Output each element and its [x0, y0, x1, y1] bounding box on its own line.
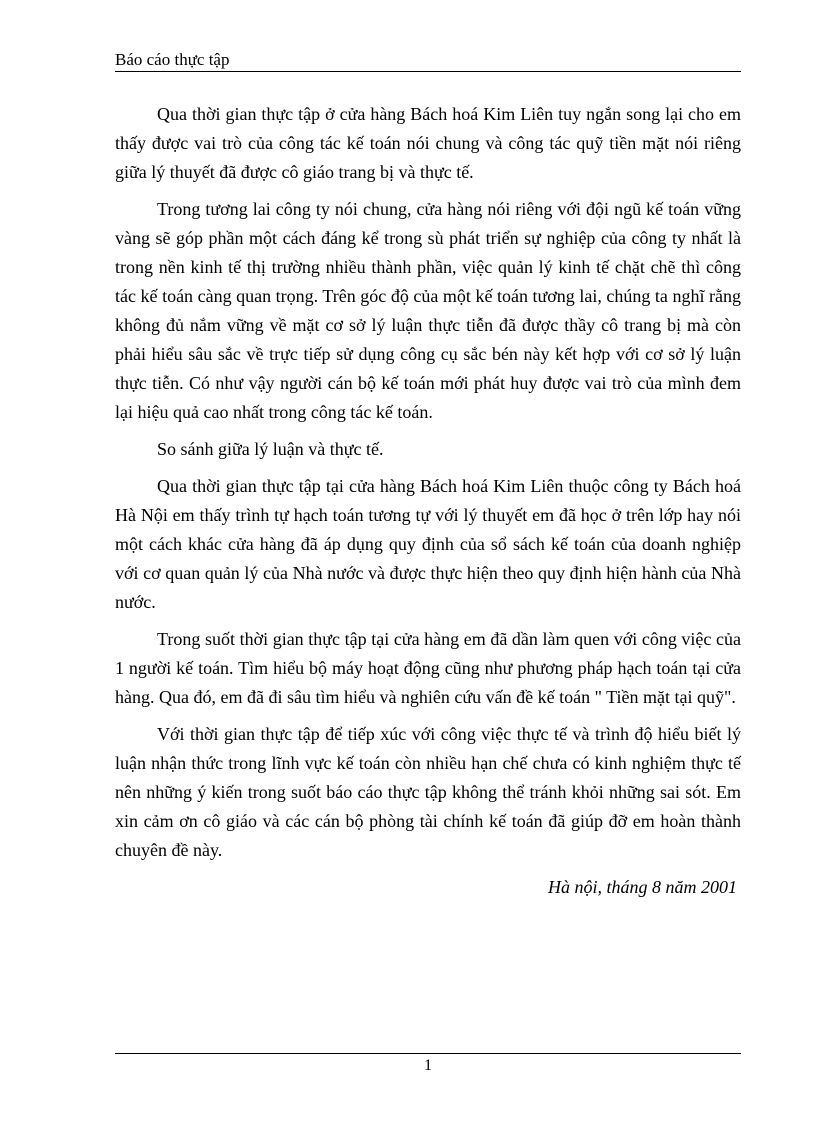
date-signoff: Hà nội, tháng 8 năm 2001 [548, 877, 737, 897]
document-body [115, 100, 741, 902]
header-title: Báo cáo thực tập [115, 50, 230, 69]
page-number: 1 [424, 1057, 432, 1074]
paragraph-6: Với thời gian thực tập để tiếp xúc với công việc thực tế và trình độ hiểu biết lý luận nhận thức trong lĩnh vực kế toán còn nhiều hạn chế chưa có kinh nghiệm thực tế nên những ý kiến trong suốt báo cáo thực tập không thể tránh khỏi những sai sót. Em xin cảm ơn cô giáo và các cán bộ phòng tài chính kế toán đã giúp đỡ em hoàn thành chuyên đề này. [115, 724, 741, 860]
paragraph-1: Qua thời gian thực tập ở cửa hàng Bách hoá Kim Liên tuy ngắn song lại cho em thấy được vai trò của công tác kế toán nói chung và công tác quỹ tiền mặt nói riêng giữa lý thuyết đã được cô giáo trang bị và thực tế. [115, 104, 741, 182]
page-header [115, 50, 741, 72]
paragraph-5: Trong suốt thời gian thực tập tại cửa hàng em đã dần làm quen với công việc của 1 người kế toán. Tìm hiểu bộ máy hoạt động cũng như phương pháp hạch toán tại cửa hàng. Qua đó, em đã đi sâu tìm hiểu và nghiên cứu vấn đề kế toán " Tiền mặt tại quỹ". [115, 629, 741, 707]
paragraph-4: Qua thời gian thực tập tại cửa hàng Bách hoá Kim Liên thuộc công ty Bách hoá Hà Nội em thấy trình tự hạch toán tương tự với lý thuyết em đã học ở trên lớp hay nói một cách khác cửa hàng đã áp dụng quy định của sổ sách kế toán của doanh nghiệp với cơ quan quản lý của Nhà nước và được thực hiện theo quy định hiện hành của Nhà nước. [115, 476, 741, 612]
paragraph-3: So sánh giữa lý luận và thực tế. [157, 439, 384, 459]
paragraph-2: Trong tương lai công ty nói chung, cửa hàng nói riêng với đội ngũ kế toán vững vàng sẽ góp phần một cách đáng kể trong sù phát triển sự nghiệp của công ty nhất là trong nền kinh tế thị trường nhiều thành phần, việc quản lý kinh tế chặt chẽ thì công tác kế toán càng quan trọng. Trên góc độ của một kế toán tương lai, chúng ta nghĩ rằng không đủ nắm vững về mặt cơ sở lý luận thực tiễn đã được thầy cô trang bị mà còn phải hiểu sâu sắc về trực tiếp sử dụng công cụ sắc bén này kết hợp với cơ sở lý luận thực tiễn. Có như vậy người cán bộ kế toán mới phát huy được vai trò của mình đem lại hiệu quả cao nhất trong công tác kế toán. [115, 199, 741, 422]
footer-divider [115, 1053, 741, 1054]
